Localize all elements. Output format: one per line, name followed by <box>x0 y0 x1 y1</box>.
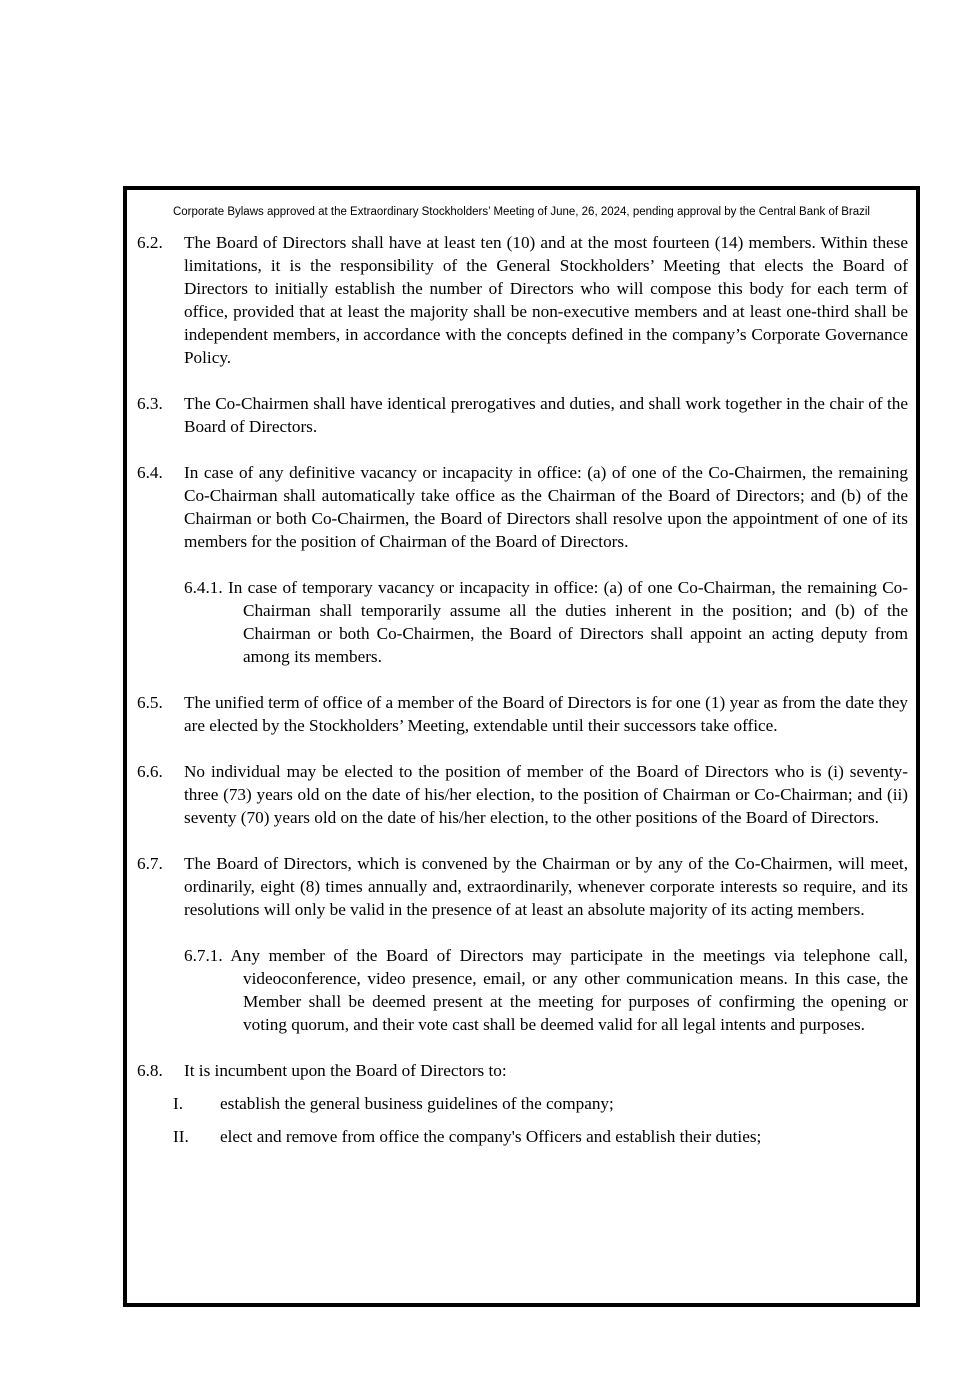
clause-text: It is incumbent upon the Board of Directors to: <box>184 1061 507 1080</box>
list-numeral: II. <box>173 1127 189 1146</box>
clause-6-3 <box>137 392 908 438</box>
clause-6-6 <box>137 760 908 829</box>
clause-6-8 <box>137 1059 908 1082</box>
list-item-ii <box>173 1125 908 1148</box>
clause-6-7 <box>137 852 908 921</box>
clause-text: The Co-Chairmen shall have identical prerogatives and duties, and shall work together in the chair of the Board of Directors. <box>184 394 908 436</box>
page-header-note: Corporate Bylaws approved at the Extraordinary Stockholders’ Meeting of June, 26, 2024, pending approval by the Central Bank of Brazil <box>172 206 870 218</box>
clause-text: No individual may be elected to the position of member of the Board of Directors who is (i) seventy-three (73) years old on the date of his/her election, to the position of Chairman or Co-Chairman; and (ii) seventy (70) years old on the date of his/her election, to the other positions of the Board of Directors. <box>184 762 908 827</box>
document-frame <box>123 186 920 1307</box>
clause-text: The Board of Directors shall have at least ten (10) and at the most fourteen (14) members. Within these limitations, it is the responsibility of the General Stockholders’ Meeting that elects the Board of Directors to initially establish the number of Directors who will compose this body for each term of office, provided that at least the majority shall be non-executive members and at least one-third shall be independent members, in accordance with the concepts defined in the company’s Corporate Governance Policy. <box>184 233 908 367</box>
clause-text: In case of any definitive vacancy or incapacity in office: (a) of one of the Co-Chairmen, the remaining Co-Chairman shall automatically take office as the Chairman of the Board of Directors; and (b) of the Chairman or both Co-Chairmen, the Board of Directors shall resolve upon the appointment of one of its members for the position of Chairman of the Board of Directors. <box>184 463 908 551</box>
clause-6-2 <box>137 231 908 369</box>
subclause-text: In case of temporary vacancy or incapacity in office: (a) of one Co-Chairman, the remaining Co-Chairman shall temporarily assume all the duties inherent in the position; and (b) of the Chairman or both Co-Chairmen, the Board of Directors shall appoint an acting deputy from among its members. <box>227 578 909 666</box>
clause-6-5 <box>137 691 908 737</box>
clause-number: 6.6. <box>137 762 163 781</box>
clause-6-4 <box>137 461 908 553</box>
subclause-number: 6.4.1. <box>184 578 223 597</box>
document-body <box>137 231 908 1158</box>
list-item-i <box>173 1092 908 1115</box>
clause-text: The unified term of office of a member of the Board of Directors is for one (1) year as from the date they are elected by the Stockholders’ Meeting, extendable until their successors take office. <box>184 693 908 735</box>
clause-number: 6.4. <box>137 463 163 482</box>
clause-number: 6.7. <box>137 854 163 873</box>
list-numeral: I. <box>173 1094 184 1113</box>
subclause-text: Any member of the Board of Directors may participate in the meetings via telephone call, videoconference, video presence, email, or any other communication means. In this case, the Member shall be deemed present at the meeting for purposes of confirming the opening or voting quorum, and their vote cast shall be deemed valid for all legal intents and purposes. <box>230 946 908 1034</box>
subclause-6-7-1 <box>184 944 908 1036</box>
list-text: elect and remove from office the company's Officers and establish their duties; <box>220 1127 762 1146</box>
subclause-number: 6.7.1. <box>184 946 223 965</box>
subclause-6-4-1 <box>184 576 908 668</box>
clause-number: 6.2. <box>137 233 163 252</box>
clause-number: 6.3. <box>137 394 163 413</box>
list-text: establish the general business guidelines of the company; <box>220 1094 614 1113</box>
clause-number: 6.5. <box>137 693 163 712</box>
clause-number: 6.8. <box>137 1061 163 1080</box>
clause-text: The Board of Directors, which is convened by the Chairman or by any of the Co-Chairmen, will meet, ordinarily, eight (8) times annually and, extraordinarily, whenever corporate interests so require, and its resolutions will only be valid in the presence of at least an absolute majority of its acting members. <box>184 854 908 919</box>
